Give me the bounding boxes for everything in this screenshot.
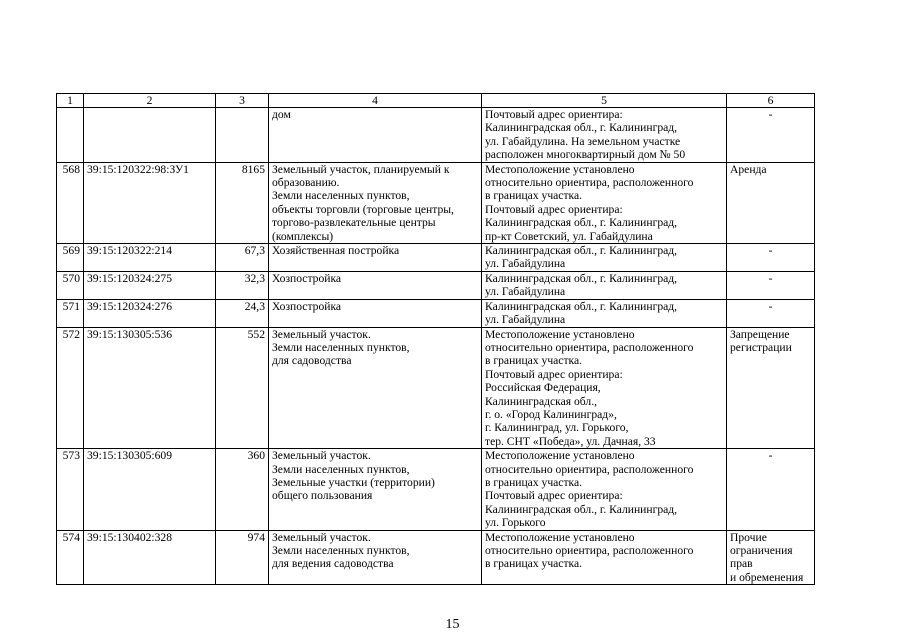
cadastral-number: 39:15:120324:276	[84, 299, 216, 327]
header-row	[57, 94, 815, 108]
object-description: Земельный участок, планируемый к образованию. Земли населенных пунктов, объекты торговли (торговые центры, торгово-развлекательные центры (комплексы)	[269, 162, 482, 243]
table-row	[57, 244, 815, 272]
table-row	[57, 449, 815, 530]
area-value: 32,3	[216, 271, 269, 299]
object-address: Местоположение установлено относительно ориентира, расположенного в границах участка.	[482, 530, 727, 585]
restriction-value: -	[727, 271, 815, 299]
col-header-area: 3	[216, 94, 269, 108]
col-header-restriction: 6	[727, 94, 815, 108]
area-value: 552	[216, 327, 269, 449]
cadastral-number: 39:15:120322:98:ЗУ1	[84, 162, 216, 243]
row-number: 570	[57, 271, 84, 299]
object-address: Калининградская обл., г. Калининград, ул. Габайдулина	[482, 244, 727, 272]
cadastral-number: 39:15:130402:328	[84, 530, 216, 585]
restriction-value: Аренда	[727, 162, 815, 243]
restriction-value: -	[727, 244, 815, 272]
table-row	[57, 530, 815, 585]
cadastral-number: 39:15:120324:275	[84, 271, 216, 299]
col-header-cadastral: 2	[84, 94, 216, 108]
col-header-address: 5	[482, 94, 727, 108]
row-number	[57, 108, 84, 163]
cadastral-number: 39:15:130305:609	[84, 449, 216, 530]
col-header-number: 1	[57, 94, 84, 108]
row-number: 572	[57, 327, 84, 449]
object-address: Калининградская обл., г. Калининград, ул. Габайдулина	[482, 299, 727, 327]
register-table	[56, 93, 815, 585]
object-address: Местоположение установлено относительно ориентира, расположенного в границах участка. Почтовый адрес ориентира: Российская Федерация, Калининградская обл., г. о. «Город Калининград», г. Калининград, ул. Горького, тер. СНТ «Победа», ул. Дачная, 33	[482, 327, 727, 449]
area-value: 974	[216, 530, 269, 585]
object-description: Земельный участок. Земли населенных пунктов, для ведения садоводства	[269, 530, 482, 585]
row-number: 569	[57, 244, 84, 272]
row-number: 573	[57, 449, 84, 530]
area-value: 67,3	[216, 244, 269, 272]
object-description: Земельный участок. Земли населенных пунктов, Земельные участки (территории) общего пользования	[269, 449, 482, 530]
object-description: дом	[269, 108, 482, 163]
row-number: 574	[57, 530, 84, 585]
restriction-value: Запрещение регистрации	[727, 327, 815, 449]
restriction-value: -	[727, 108, 815, 163]
area-value	[216, 108, 269, 163]
object-address: Калининградская обл., г. Калининград, ул. Габайдулина	[482, 271, 727, 299]
area-value: 360	[216, 449, 269, 530]
table-row	[57, 299, 815, 327]
object-address: Почтовый адрес ориентира: Калининградская обл., г. Калининград, ул. Габайдулина. На земельном участке расположен многоквартирный дом № 50	[482, 108, 727, 163]
col-header-description: 4	[269, 94, 482, 108]
object-description: Земельный участок. Земли населенных пунктов, для садоводства	[269, 327, 482, 449]
table-row	[57, 327, 815, 449]
cadastral-number	[84, 108, 216, 163]
restriction-value: Прочие ограничения прав и обременения	[727, 530, 815, 585]
area-value: 8165	[216, 162, 269, 243]
cadastral-number: 39:15:120322:214	[84, 244, 216, 272]
cadastral-number: 39:15:130305:536	[84, 327, 216, 449]
object-description: Хозяйственная постройка	[269, 244, 482, 272]
table-row	[57, 271, 815, 299]
page-number: 15	[445, 617, 460, 632]
object-description: Хозпостройка	[269, 299, 482, 327]
row-number: 568	[57, 162, 84, 243]
area-value: 24,3	[216, 299, 269, 327]
object-address: Местоположение установлено относительно ориентира, расположенного в границах участка. Почтовый адрес ориентира: Калининградская обл., г. Калининград, пр-кт Советский, ул. Габайдулина	[482, 162, 727, 243]
row-number: 571	[57, 299, 84, 327]
table-row	[57, 162, 815, 243]
object-address: Местоположение установлено относительно ориентира, расположенного в границах участка. Почтовый адрес ориентира: Калининградская обл., г. Калининград, ул. Горького	[482, 449, 727, 530]
object-description: Хозпостройка	[269, 271, 482, 299]
restriction-value: -	[727, 299, 815, 327]
table-row	[57, 108, 815, 163]
restriction-value: -	[727, 449, 815, 530]
